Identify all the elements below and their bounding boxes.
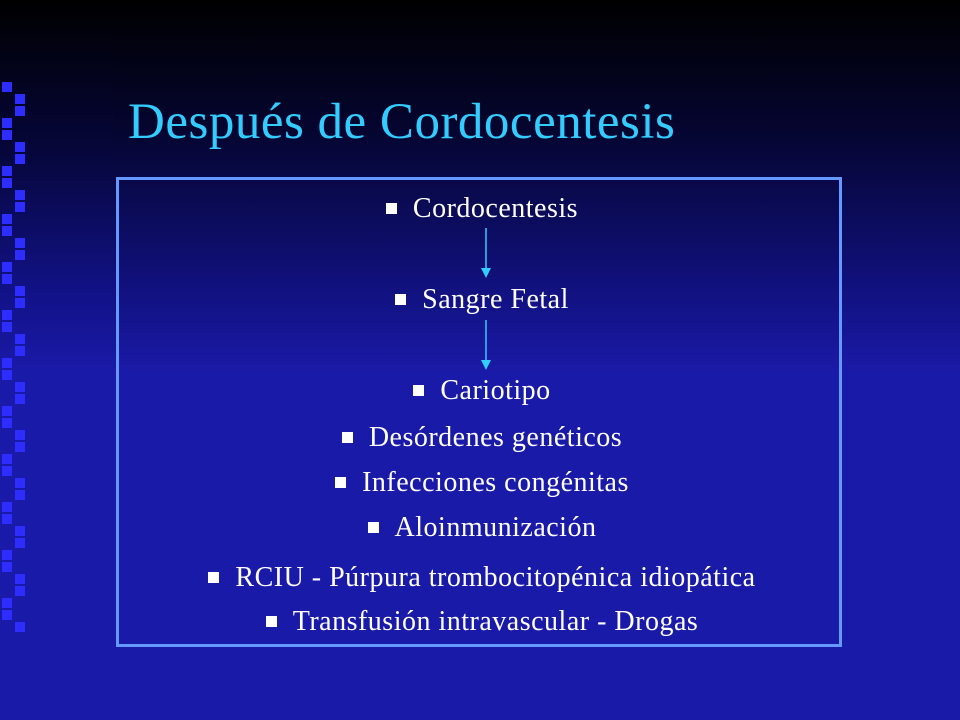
- strip-square: [2, 118, 12, 128]
- strip-square: [15, 250, 25, 260]
- strip-square: [15, 334, 25, 344]
- strip-square: [2, 226, 12, 236]
- item-cordocentesis: Cordocentesis: [412, 193, 579, 224]
- strip-square: [2, 214, 12, 224]
- strip-square: [15, 490, 25, 500]
- list-item: [119, 561, 845, 595]
- list-item: [119, 374, 845, 408]
- strip-square: [15, 382, 25, 392]
- arrow-down-icon: [480, 320, 492, 370]
- list-item: [119, 605, 845, 639]
- list-item: [119, 283, 845, 317]
- strip-square: [15, 430, 25, 440]
- list-item: [119, 466, 845, 500]
- strip-square: [15, 622, 25, 632]
- square-bullet-icon: [413, 385, 424, 396]
- strip-square: [15, 286, 25, 296]
- list-item: [119, 511, 845, 545]
- strip-square: [2, 562, 12, 572]
- strip-square: [15, 442, 25, 452]
- strip-square: [2, 358, 12, 368]
- strip-square: [2, 598, 12, 608]
- strip-square: [15, 106, 25, 116]
- strip-square: [2, 262, 12, 272]
- decorative-square-strip: [0, 82, 26, 642]
- strip-square: [15, 394, 25, 404]
- strip-square: [15, 586, 25, 596]
- strip-square: [15, 574, 25, 584]
- strip-square: [2, 310, 12, 320]
- strip-square: [2, 418, 12, 428]
- strip-square: [15, 94, 25, 104]
- item-cariotipo: Cariotipo: [440, 375, 551, 406]
- square-bullet-icon: [335, 477, 346, 488]
- strip-square: [15, 202, 25, 212]
- strip-square: [2, 274, 12, 284]
- strip-square: [2, 550, 12, 560]
- strip-square: [15, 142, 25, 152]
- square-bullet-icon: [342, 432, 353, 443]
- slide-title: Después de Cordocentesis: [128, 94, 676, 150]
- strip-square: [2, 454, 12, 464]
- strip-square: [2, 370, 12, 380]
- strip-square: [15, 526, 25, 536]
- item-sangre-fetal: Sangre Fetal: [422, 284, 569, 315]
- strip-square: [2, 466, 12, 476]
- item-rciu: RCIU - Púrpura trombocitopénica idiopática: [235, 562, 756, 593]
- strip-square: [15, 238, 25, 248]
- list-item: [119, 421, 845, 455]
- list-item: [119, 192, 845, 226]
- content-box: [116, 177, 842, 647]
- strip-square: [15, 298, 25, 308]
- strip-square: [2, 166, 12, 176]
- strip-square: [2, 610, 12, 620]
- item-desordenes: Desórdenes genéticos: [368, 422, 623, 453]
- strip-square: [2, 82, 12, 92]
- strip-square: [2, 322, 12, 332]
- strip-square: [2, 178, 12, 188]
- square-bullet-icon: [386, 203, 397, 214]
- item-aloinmunizacion: Aloinmunización: [394, 512, 597, 543]
- item-transfusion: Transfusión intravascular - Drogas: [292, 606, 699, 637]
- strip-square: [15, 538, 25, 548]
- strip-square: [15, 154, 25, 164]
- strip-square: [2, 406, 12, 416]
- square-bullet-icon: [395, 294, 406, 305]
- strip-square: [2, 130, 12, 140]
- square-bullet-icon: [266, 616, 277, 627]
- strip-square: [15, 190, 25, 200]
- item-infecciones: Infecciones congénitas: [362, 467, 629, 498]
- square-bullet-icon: [208, 572, 219, 583]
- strip-square: [15, 478, 25, 488]
- square-bullet-icon: [368, 522, 379, 533]
- strip-square: [15, 346, 25, 356]
- arrow-down-icon: [480, 228, 492, 278]
- strip-square: [2, 502, 12, 512]
- strip-square: [2, 514, 12, 524]
